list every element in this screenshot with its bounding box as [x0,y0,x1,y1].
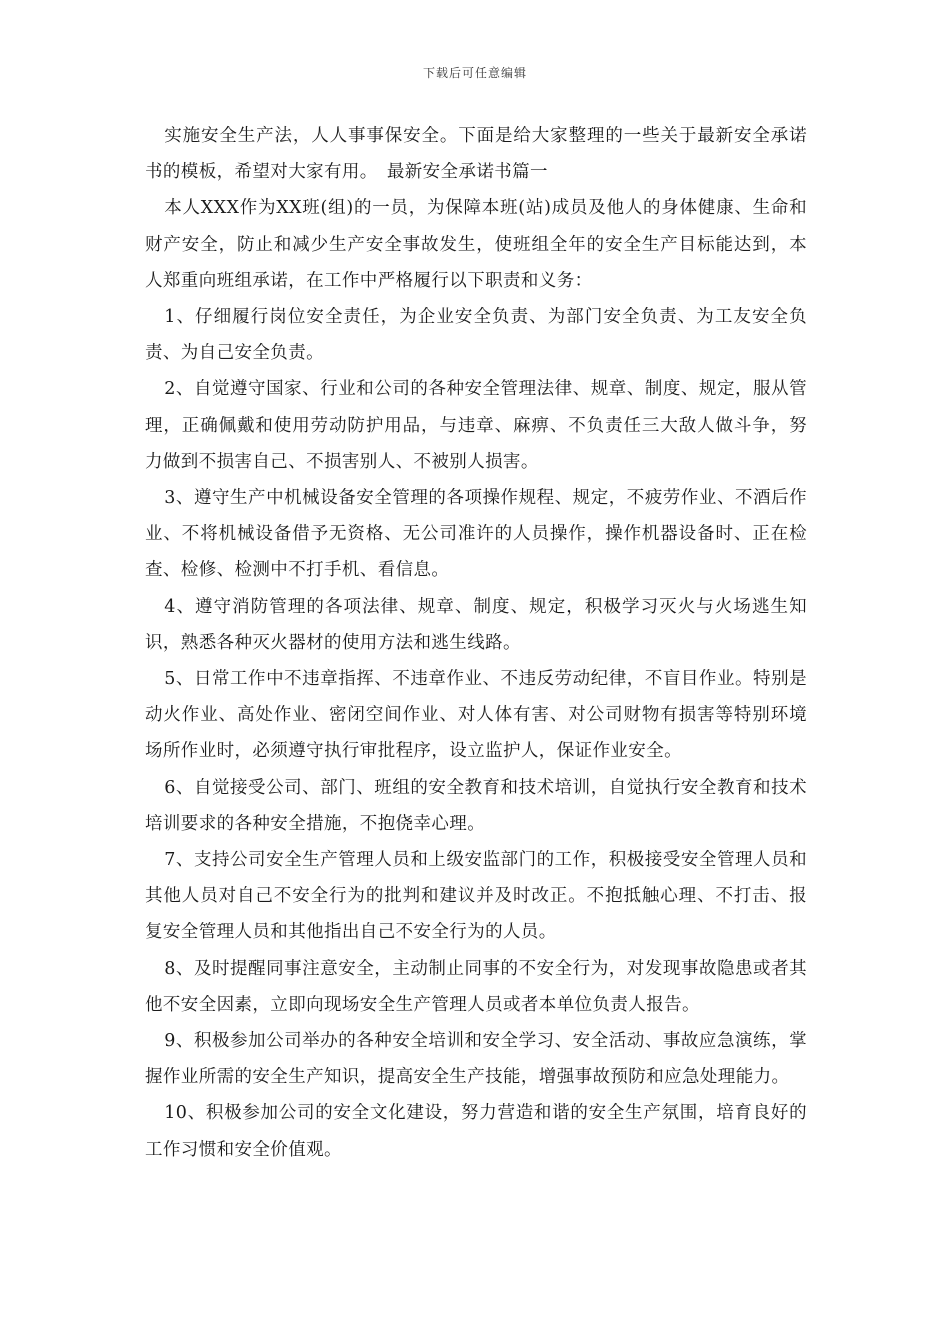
commitment-statement: 本人XXX作为XX班(组)的一员，为保障本班(站)成员及他人的身体健康、生命和财产安全，防止和减少生产安全事故发生，使班组全年的安全生产目标能达到，本人郑重向班组承诺，在工作中严格履行以下职责和义务： [145,198,807,291]
commitment-item-9: 9、积极参加公司举办的各种安全培训和安全学习、安全活动、事故应急演练，掌握作业所需的安全生产知识，提高安全生产技能，增强事故预防和应急处理能力。 [145,1031,807,1088]
commitment-item-7: 7、支持公司安全生产管理人员和上级安监部门的工作，积极接受安全管理人员和其他人员对自己不安全行为的批判和建议并及时改正。不抱抵触心理、不打击、报复安全管理人员和其他指出自己不安全行为的人员。 [145,850,807,943]
commitment-item-8: 8、及时提醒同事注意安全，主动制止同事的不安全行为，对发现事故隐患或者其他不安全因素，立即向现场安全生产管理人员或者本单位负责人报告。 [145,958,807,1015]
commitment-item-2: 2、自觉遵守国家、行业和公司的各种安全管理法律、规章、制度、规定，服从管理，正确佩戴和使用劳动防护用品，与违章、麻痹、不负责任三大敌人做斗争，努力做到不损害自己、不损害别人、不被别人损害。 [145,379,807,472]
page-header: 下载后可任意编辑 [422,66,527,80]
commitment-item-1: 1、仔细履行岗位安全责任，为企业安全负责、为部门安全负责、为工友安全负责、为自己安全负责。 [145,307,807,364]
commitment-item-6: 6、自觉接受公司、部门、班组的安全教育和技术培训，自觉执行安全教育和技术培训要求的各种安全措施，不抱侥幸心理。 [145,777,807,834]
commitment-item-5: 5、日常工作中不违章指挥、不违章作业、不违反劳动纪律，不盲目作业。特别是动火作业、高处作业、密闭空间作业、对人体有害、对公司财物有损害等特别环境场所作业时，必须遵守执行审批程序，设立监护人，保证作业安全。 [145,669,807,762]
commitment-item-3: 3、遵守生产中机械设备安全管理的各项操作规程、规定，不疲劳作业、不酒后作业、不将机械设备借予无资格、无公司准许的人员操作，操作机器设备时、正在检查、检修、检测中不打手机、看信息。 [145,488,807,581]
commitment-item-10: 10、积极参加公司的安全文化建设，努力营造和谐的安全生产氛围，培育良好的工作习惯和安全价值观。 [145,1103,807,1160]
intro-paragraph: 实施安全生产法，人人事事保安全。下面是给大家整理的一些关于最新安全承诺书的模板，希望对大家有用。 最新安全承诺书篇一 [145,126,807,183]
document-body [145,118,807,1168]
commitment-item-4: 4、遵守消防管理的各项法律、规章、制度、规定，积极学习灭火与火场逃生知识，熟悉各种灭火器材的使用方法和逃生线路。 [145,596,807,653]
